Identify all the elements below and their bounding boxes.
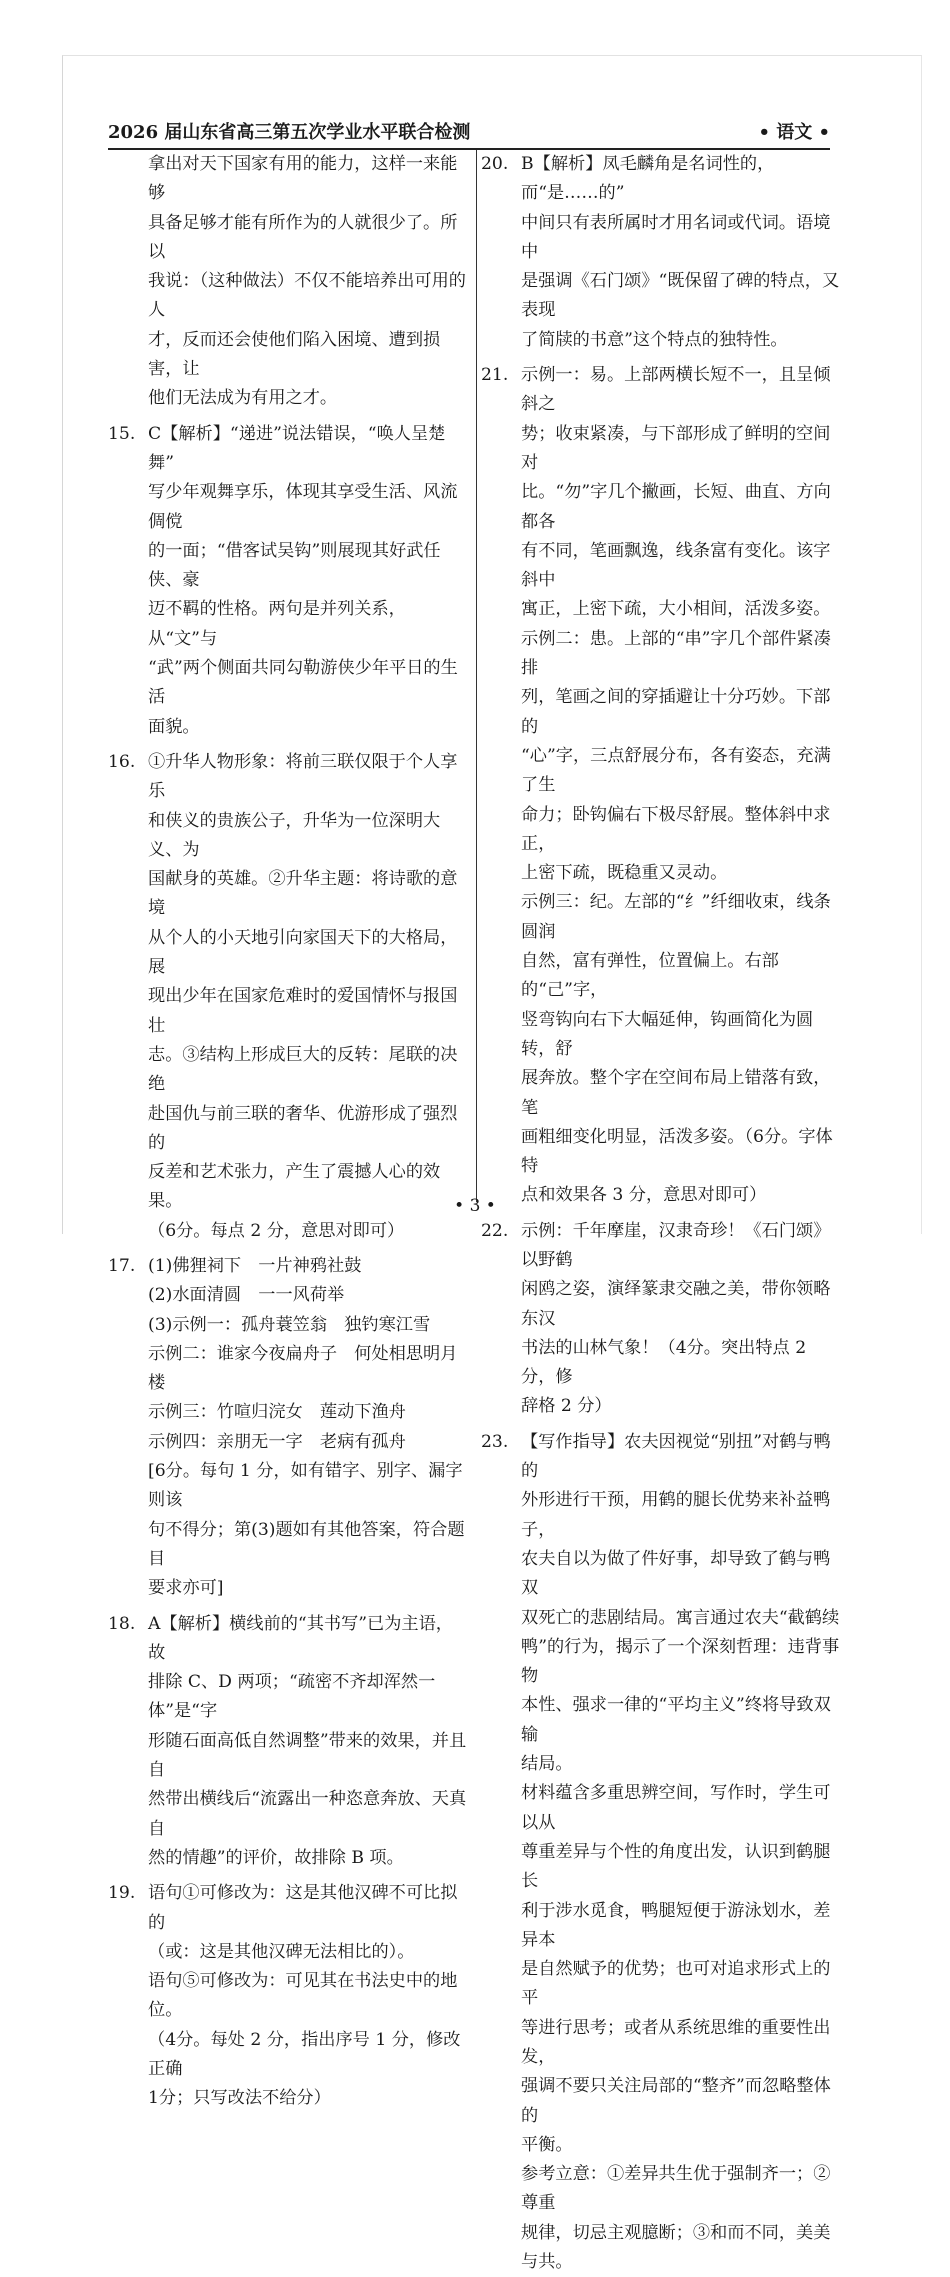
exam-title: 2026 届山东省高三第五次学业水平联合检测 xyxy=(108,122,471,143)
question-number: 16. xyxy=(108,751,136,772)
answer-text: (1)佛狸祠下 一片神鸦社鼓 (2)水面清圆 一一风荷举 (3)示例一：孤舟蓑笠翁 独钓寒江雪 示例二：谁家今夜扁舟子 何处相思明月楼 示例三：竹喧归浣女 莲动下渔舟 示例四：亲朋无一字 老病有孤舟 [6分。每句 1 分，如有错字、别字、漏字则该 句不得分；第(3)题如有其他答案，符合题目 要求亦可] xyxy=(148,1255,465,1599)
answer-text: B【解析】凤毛麟角是名词性的，而“是……的” 中间只有表所属时才用名词或代词。语境中 是强调《石门颂》“既保留了碑的特点，又表现 了简牍的书意”这个特点的独特性。 xyxy=(521,154,840,350)
question-number: 21. xyxy=(481,365,509,386)
answer-text: 【写作指导】农夫因视觉“别扭”对鹤与鸭的 外形进行干预，用鹤的腿长优势来补益鸭子， 农夫自以为做了件好事，却导致了鹤与鸭双 双死亡的悲剧结局。寓言通过农夫“截鹤续 鸭”的行为，揭示了一个深刻哲理：违背事物 本性、强求一律的“平均主义”终将导致双输 结局。 材料蕴含多重思辨空间，写作时，学生可以从 尊重差异与个性的角度出发，认识到鹤腿长 利于涉水觅食，鸭腿短便于游泳划水，差异本 是自然赋予的优势；也可对追求形式上的平 等进行思考；或者从系统思维的重要性出发， 强调不要只关注局部的“整齐”而忽略整体的 平衡。 参考立意：①差异共生优于强制齐一；②尊重 规律，切忌主观臆断；③和而不同，美美与共。 xyxy=(521,1431,840,2273)
column-divider xyxy=(476,150,477,1202)
question-number: 15. xyxy=(108,423,136,444)
answer-text: 语句①可修改为：这是其他汉碑不可比拟的 （或：这是其他汉碑无法相比的）。 语句⑤可修改为：可见其在书法史中的地位。 （4分。每处 2 分，指出序号 1 分，修改正确 1分；只写改法不给分） xyxy=(148,1883,461,2109)
answer-text: 示例一：易。上部两横长短不一，且呈倾斜之 势；收束紧凑，与下部形成了鲜明的空间对 比。“勿”字几个撇画，长短、曲直、方向都各 有不同，笔画飘逸，线条富有变化。该字斜中 寓正，上密下疏，大小相间，活泼多姿。 示例二：患。上部的“串”字几个部件紧凑排 列，笔画之间的穿插避让十分巧妙。下部的 “心”字，三点舒展分布，各有姿态，充满了生 命力；卧钩偏右下极尽舒展。整体斜中求正， 上密下疏，既稳重又灵动。 示例三：纪。左部的“纟”纤细收束，线条圆润 自然，富有弹性，位置偏上。右部的“己”字， 竖弯钩向右下大幅延伸，钩画简化为圆转，舒 展奔放。整个字在空间布局上错落有致，笔 画粗细变化明显，活泼多姿。（6分。字体特 点和效果各 3 分，意思对即可） xyxy=(521,365,833,1206)
subject-label: • 语文 • xyxy=(758,122,830,143)
question-number: 22. xyxy=(481,1220,509,1241)
question-number: 20. xyxy=(481,154,509,174)
continued-answer: 拿出对天下国家有用的能力，这样一来能够 具备足够才能有所作为的人就很少了。所以 我说：（这种做法）不仅不能培养出可用的人 才，反而还会使他们陷入困境、遭到损害，让 他们无法成为有用之才。 xyxy=(148,154,466,409)
answer-15 xyxy=(108,420,468,742)
page-header xyxy=(108,118,830,150)
answer-text: 示例：千年摩崖，汉隶奇珍！《石门颂》以野鹤 闲鸥之姿，演绎篆隶交融之美，带你领略东汉 书法的山林气象！（4分。突出特点 2 分，修 辞格 2 分） xyxy=(521,1220,831,1417)
answer-23 xyxy=(481,1428,841,2277)
answer-text: A【解析】横线前的“其书写”已为主语，故 排除 C、D 两项；“疏密不齐却浑然一体”是“字 形随石面高低自然调整”带来的效果，并且自 然带出横线后“流露出一种恣意奔放、天真自 然的情趣”的评价，故排除 B 项。 xyxy=(148,1613,467,1868)
answer-21 xyxy=(481,361,841,1211)
answer-22 xyxy=(481,1217,841,1422)
page-number: • 3 • xyxy=(454,1196,496,1216)
answer-19 xyxy=(108,1879,468,2113)
left-column xyxy=(108,150,468,2114)
answer-17 xyxy=(108,1252,468,1604)
answer-16 xyxy=(108,748,468,1246)
answer-20 xyxy=(481,150,841,355)
answer-text: ①升华人物形象：将前三联仅限于个人享乐 和侠义的贵族公子，升华为一位深明大义、为 国献身的英雄。②升华主题：将诗歌的意境 从个人的小天地引向家国天下的大格局，展 现出少年在国家危难时的爱国情怀与报国壮 志。③结构上形成巨大的反转：尾联的决绝 赴国仇与前三联的奢华、优游形成了强烈的 反差和艺术张力，产生了震撼人心的效果。 （6分。每点 2 分，意思对即可） xyxy=(148,751,458,1241)
answer-18 xyxy=(108,1610,468,1874)
question-number: 18. xyxy=(108,1613,136,1634)
question-number: 17. xyxy=(108,1255,136,1276)
question-number: 19. xyxy=(108,1883,136,1904)
question-number: 23. xyxy=(481,1431,509,1452)
answer-text: C【解析】“递进”说法错误，“唤人呈楚舞” 写少年观舞享乐，体现其享受生活、风流倜傥 的一面；“借客试吴钩”则展现其好武任侠、豪 迈不羁的性格。两句是并列关系，从“文”与 “武”两个侧面共同勾勒游侠少年平日的生活 面貌。 xyxy=(148,423,458,737)
